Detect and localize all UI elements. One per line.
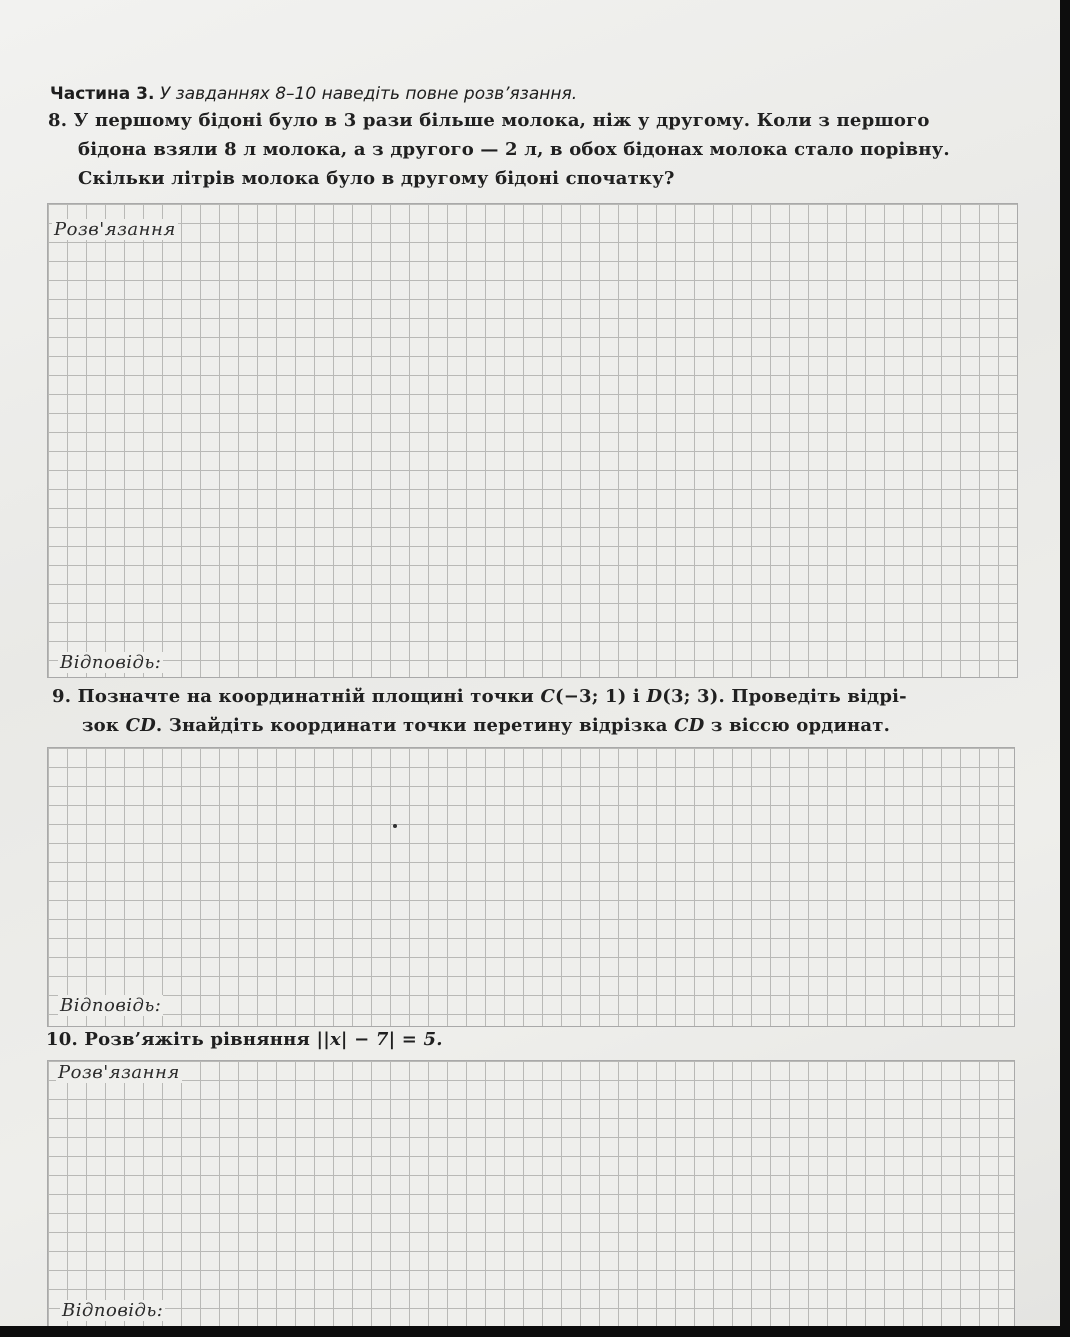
task-8-text-3: Скільки літрів молока було в другому бідоні спочатку? [78, 168, 675, 189]
task-10-solution-grid[interactable] [47, 1060, 1015, 1326]
point-d-label: D [646, 686, 663, 707]
task-9-answer-label: Відповідь: [60, 995, 162, 1016]
task-9-text-f: з віссю ординат. [704, 715, 891, 736]
task-10-solution-label: Розв'язання [58, 1062, 180, 1083]
part-title: Частина 3. [50, 84, 155, 104]
task-9-line-1 [52, 682, 907, 711]
task-8 [48, 106, 950, 193]
task-9-text-d: зок [82, 715, 126, 736]
task-9-text-e: . Знайдіть координати точки перетину відрізка [155, 715, 675, 736]
task-10-equation: ||x| − 7| = 5. [316, 1029, 443, 1050]
part-instruction: У завданнях 8–10 наведіть повне розв’язання. [159, 84, 578, 104]
task-10-number: 10. [46, 1029, 78, 1050]
task-9-text-b: (−3; 1) і [554, 686, 647, 707]
task-8-text-2: бідона взяли 8 л молока, а з другого — 2 л, в обох бідонах молока стало порівну. [78, 139, 950, 160]
task-8-answer-label: Відповідь: [60, 652, 162, 673]
point-c-label: C [540, 686, 555, 707]
segment-cd-label-2: CD [674, 715, 705, 736]
task-10-answer-label: Відповідь: [62, 1300, 164, 1321]
task-8-solution-label: Розв'язання [54, 219, 176, 240]
task-10-text: Розв’яжіть рівняння [84, 1029, 310, 1050]
task-8-solution-grid[interactable] [47, 203, 1018, 678]
task-10-line [46, 1025, 443, 1054]
task-9-line-2 [52, 711, 907, 740]
task-9 [52, 682, 907, 740]
task-8-line-1 [48, 106, 950, 135]
task-9-text-c: (3; 3). Проведіть відрі- [662, 686, 907, 707]
segment-cd-label: CD [125, 715, 156, 736]
part-heading [50, 84, 577, 104]
pencil-dot [393, 824, 397, 828]
task-8-number: 8. [48, 110, 68, 131]
task-9-coordinate-grid[interactable] [47, 747, 1015, 1027]
task-10 [46, 1025, 443, 1054]
task-8-text-1: У першому бідоні було в 3 рази більше молока, ніж у другому. Коли з першого [73, 110, 930, 131]
task-9-number: 9. [52, 686, 72, 707]
task-9-text-a: Позначте на координатній площині точки [77, 686, 541, 707]
